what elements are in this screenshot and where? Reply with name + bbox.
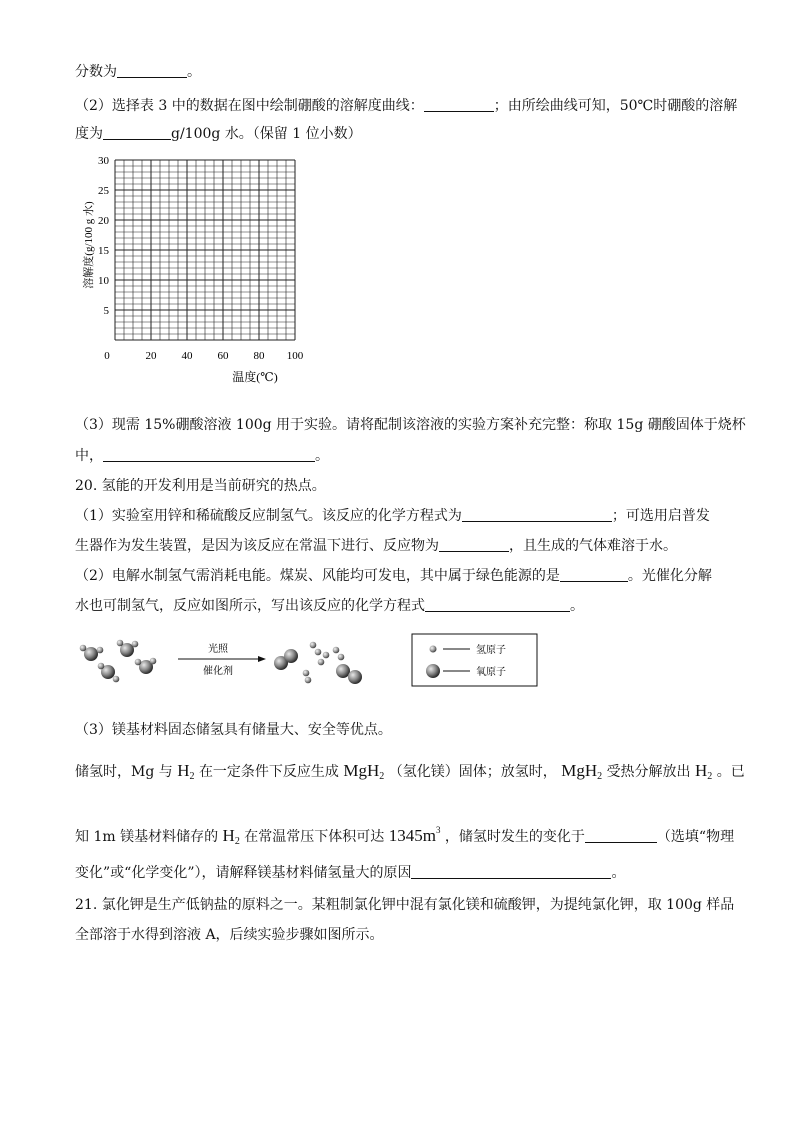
q20-1-line-1 [75,507,730,525]
text-fragment: （2）电解水制氢气需消耗电能。煤炭、风能均可发电，其中属于绿色能源的是 [75,568,560,584]
water-molecule [135,658,157,674]
x-tick-label: 0 [104,350,110,362]
text-fragment: ，且生成的气体难溶于水。 [509,538,677,554]
text-fragment: 受热分解放出 [606,764,691,780]
q20-2-line-2 [75,597,730,615]
oxygen-molecule [336,664,362,684]
photocatalysis-reaction-diagram [70,630,540,695]
text-fragment: ，储氢时发生的变化于 [444,829,585,845]
solubility-chart [75,150,305,390]
text-fragment: 变化”或“化学变化”），请解释镁基材料储氢量大的原因 [75,865,412,881]
x-tick-label: 100 [286,350,304,362]
text-fragment: （氢化镁）固体；放氢时， [388,764,557,780]
y-tick-label: 10 [98,275,109,287]
answer-blank[interactable] [424,97,494,112]
x-tick-labels [104,350,304,362]
arrow-condition-bottom: 催化剂 [203,666,233,677]
formula-mgh2: MgH$_2$ [561,761,603,782]
answer-blank[interactable] [585,828,657,843]
answer-blank[interactable] [560,567,628,582]
y-tick-label: 20 [98,215,109,227]
volume-value: $1345m^3$ [388,825,441,845]
water-molecule [80,645,104,661]
text-fragment: 生器作为发生装置，是因为该反应在常温下进行、反应物为 [75,538,439,554]
formula-h2: $H_2$ [695,761,713,782]
x-tick-label: 80 [253,350,265,362]
q20-3-title [75,721,730,739]
answer-blank[interactable] [103,125,171,140]
x-axis-label: 温度(℃) [232,370,278,384]
answer-blank[interactable] [439,537,509,552]
x-tick-label: 60 [217,350,229,362]
text-fragment: 储氢时，Mg 与 [75,764,173,780]
q20-3-line-3 [75,821,735,851]
text-fragment: 。光催化分解 [627,568,712,584]
q3-line-2 [75,447,730,465]
q20-title [75,477,730,495]
text-fragment: ；由所绘曲线可知，50℃时硼酸的溶解 [493,98,738,114]
formula-mgh2: MgH$_2$ [343,761,385,782]
answer-blank[interactable] [117,63,187,78]
water-molecule [98,663,120,683]
q21-line-1 [75,896,735,914]
arrow-condition-top: 光照 [208,644,228,655]
text-fragment: 。已 [716,764,745,780]
text-fragment: 度为 [75,126,103,142]
legend-hydrogen-label: 氢原子 [476,645,506,656]
y-tick-label: 5 [103,305,109,317]
text-fragment: 全部溶于水得到溶液 A，后续实验步骤如图所示。 [75,927,384,943]
hydrogen-molecule [310,642,322,656]
formula-h2: $H_2$ [177,761,195,782]
hydrogen-atom-icon [430,646,437,653]
q20-2-line-1 [75,567,730,585]
legend-box [412,634,537,686]
text-fragment: 。 [570,598,584,614]
answer-blank[interactable] [103,447,315,462]
text-fragment: 分数为 [75,64,117,80]
text-fragment: 。 [187,64,201,80]
q2-line-1 [75,97,738,115]
text-fragment: g/100g 水。（保留 1 位小数） [171,126,362,142]
q3-line-1 [75,416,746,434]
water-molecule [117,640,139,657]
legend-oxygen-label: 氧原子 [476,667,506,678]
hydrogen-molecule [333,647,345,661]
y-tick-label: 25 [98,185,109,197]
question-title: （3）镁基材料固态储氢具有储量大、安全等优点。 [75,722,392,738]
x-tick-label: 20 [145,350,157,362]
text-fragment: 中， [75,448,103,464]
y-tick-labels [98,155,110,317]
q2-line-2 [75,125,730,143]
q20-1-line-2 [75,537,730,555]
chart-grid [115,160,295,340]
oxygen-molecule [274,649,298,670]
text-fragment: （1）实验室用锌和稀硫酸反应制氢气。该反应的化学方程式为 [75,508,462,524]
text-fragment: 水也可制氢气，反应如图所示，写出该反应的化学方程式 [75,598,425,614]
text-fragment: ；可选用启普发 [611,508,710,524]
text-fragment: 知 1m 镁基材料储存的 [75,829,219,845]
text-fragment: 21. 氯化钾是生产低钠盐的原料之一。某粗制氯化钾中混有氯化镁和硫酸钾，为提纯氯化钾，取 100g 样品 [75,897,735,913]
text-fragment: 在一定条件下反应生成 [198,764,339,780]
answer-blank[interactable] [411,864,611,879]
y-tick-label: 15 [98,245,109,257]
q21-line-2 [75,926,730,944]
text-fragment: （2）选择表 3 中的数据在图中绘制硼酸的溶解度曲线： [75,98,424,114]
answer-blank[interactable] [462,507,612,522]
oxygen-atom-icon [426,664,440,678]
arrow-head-icon [258,656,266,662]
q20-3-line-2 [75,761,745,786]
text-fragment: （3）现需 15%硼酸溶液 100g 用于实验。请将配制该溶液的实验方案补充完整：称取 15g 硼酸固体于烧杯 [75,417,746,433]
y-tick-label: 30 [98,155,109,167]
answer-blank[interactable] [425,597,570,612]
x-tick-label: 40 [181,350,193,362]
text-fragment: 在常温常压下体积可达 [244,829,385,845]
text-fragment: （选填“物理 [656,829,735,845]
formula-h2: $H_2$ [222,826,240,847]
question-title: 20. 氢能的开发利用是当前研究的热点。 [75,478,326,494]
y-axis-label: 溶解度(g/100 g 水) [83,201,95,289]
q20-3-line-4 [75,864,730,882]
hydrogen-molecule [303,670,312,684]
text-fragment: 。 [611,865,626,881]
fraction-line [75,63,730,81]
text-fragment: 。 [315,448,329,464]
